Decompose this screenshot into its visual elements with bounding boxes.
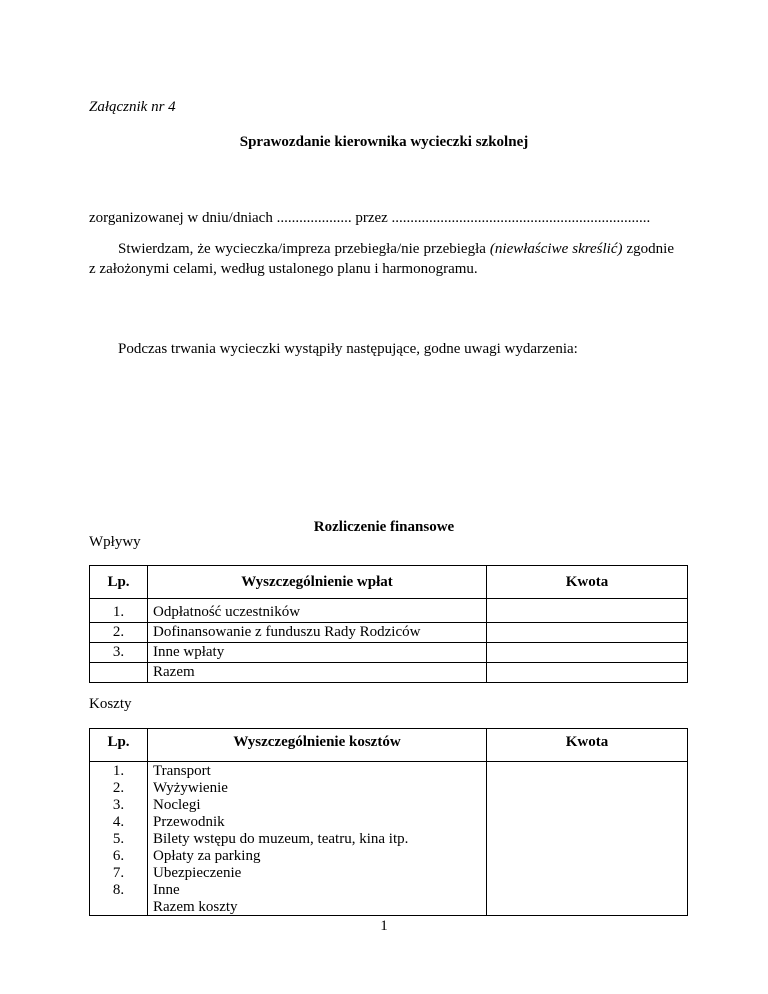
costs-lp: 4. bbox=[90, 813, 148, 830]
costs-amount-cell[interactable] bbox=[487, 847, 688, 864]
income-amount-cell[interactable] bbox=[487, 599, 688, 623]
events-heading: Podczas trwania wycieczki wystąpiły następujące, godne uwagi wydarzenia: bbox=[118, 341, 578, 357]
costs-lp: 1. bbox=[90, 762, 148, 780]
costs-desc: Razem koszty bbox=[148, 898, 487, 916]
income-header-amount: Kwota bbox=[487, 566, 688, 599]
costs-amount-cell[interactable] bbox=[487, 779, 688, 796]
costs-lp bbox=[90, 898, 148, 916]
costs-lp: 3. bbox=[90, 796, 148, 813]
income-header-lp: Lp. bbox=[90, 566, 148, 599]
costs-amount-cell[interactable] bbox=[487, 762, 688, 780]
costs-table bbox=[89, 728, 688, 916]
costs-header-desc: Wyszczególnienie kosztów bbox=[148, 729, 487, 762]
annex-label: Załącznik nr 4 bbox=[89, 99, 176, 115]
table-row bbox=[90, 830, 688, 847]
income-amount-cell[interactable] bbox=[487, 643, 688, 663]
income-lp: 1. bbox=[90, 599, 148, 623]
statement-text-1: Stwierdzam, że wycieczka/impreza przebiegła/nie przebiegła bbox=[118, 241, 490, 257]
income-desc: Inne wpłaty bbox=[148, 643, 487, 663]
costs-header-amount: Kwota bbox=[487, 729, 688, 762]
costs-amount-cell[interactable] bbox=[487, 898, 688, 916]
costs-amount-cell[interactable] bbox=[487, 830, 688, 847]
income-lp: 2. bbox=[90, 623, 148, 643]
statement-paragraph bbox=[89, 239, 674, 279]
income-table bbox=[89, 565, 688, 683]
income-desc: Dofinansowanie z funduszu Rady Rodziców bbox=[148, 623, 487, 643]
statement-text-2: zgodnie z założonymi celami, według ustalonego planu i harmonogramu. bbox=[89, 241, 675, 277]
income-amount-cell[interactable] bbox=[487, 623, 688, 643]
income-desc: Odpłatność uczestników bbox=[148, 599, 487, 623]
table-row bbox=[90, 599, 688, 623]
income-header-row bbox=[90, 566, 688, 599]
costs-amount-cell[interactable] bbox=[487, 881, 688, 898]
table-row bbox=[90, 813, 688, 830]
costs-amount-cell[interactable] bbox=[487, 864, 688, 881]
costs-desc: Wyżywienie bbox=[148, 779, 487, 796]
costs-amount-cell[interactable] bbox=[487, 813, 688, 830]
costs-desc: Opłaty za parking bbox=[148, 847, 487, 864]
costs-desc: Bilety wstępu do muzeum, teatru, kina itp. bbox=[148, 830, 487, 847]
table-row bbox=[90, 623, 688, 643]
income-amount-cell[interactable] bbox=[487, 663, 688, 683]
statement-italic-note: (niewłaściwe skreślić) bbox=[489, 241, 623, 257]
costs-label: Koszty bbox=[89, 696, 132, 712]
costs-lp: 7. bbox=[90, 864, 148, 881]
income-header-desc: Wyszczególnienie wpłat bbox=[148, 566, 487, 599]
table-row bbox=[90, 881, 688, 898]
costs-lp: 6. bbox=[90, 847, 148, 864]
organized-dates-line: zorganizowanej w dniu/dniach .................... przez ..................................................................... bbox=[89, 210, 651, 226]
costs-lp: 8. bbox=[90, 881, 148, 898]
costs-header-lp: Lp. bbox=[90, 729, 148, 762]
income-lp bbox=[90, 663, 148, 683]
income-label: Wpływy bbox=[89, 534, 141, 550]
page-number: 1 bbox=[380, 918, 388, 934]
costs-lp: 2. bbox=[90, 779, 148, 796]
costs-desc: Transport bbox=[148, 762, 487, 780]
income-desc: Razem bbox=[148, 663, 487, 683]
costs-header-row bbox=[90, 729, 688, 762]
costs-lp: 5. bbox=[90, 830, 148, 847]
table-row bbox=[90, 779, 688, 796]
table-row bbox=[90, 663, 688, 683]
table-row bbox=[90, 643, 688, 663]
table-row bbox=[90, 847, 688, 864]
costs-desc: Ubezpieczenie bbox=[148, 864, 487, 881]
costs-desc: Inne bbox=[148, 881, 487, 898]
table-row bbox=[90, 898, 688, 916]
costs-desc: Noclegi bbox=[148, 796, 487, 813]
table-row bbox=[90, 762, 688, 780]
table-row bbox=[90, 864, 688, 881]
income-lp: 3. bbox=[90, 643, 148, 663]
costs-desc: Przewodnik bbox=[148, 813, 487, 830]
finance-title: Rozliczenie finansowe bbox=[313, 519, 455, 535]
document-title: Sprawozdanie kierownika wycieczki szkolnej bbox=[239, 134, 529, 150]
costs-amount-cell[interactable] bbox=[487, 796, 688, 813]
table-row bbox=[90, 796, 688, 813]
